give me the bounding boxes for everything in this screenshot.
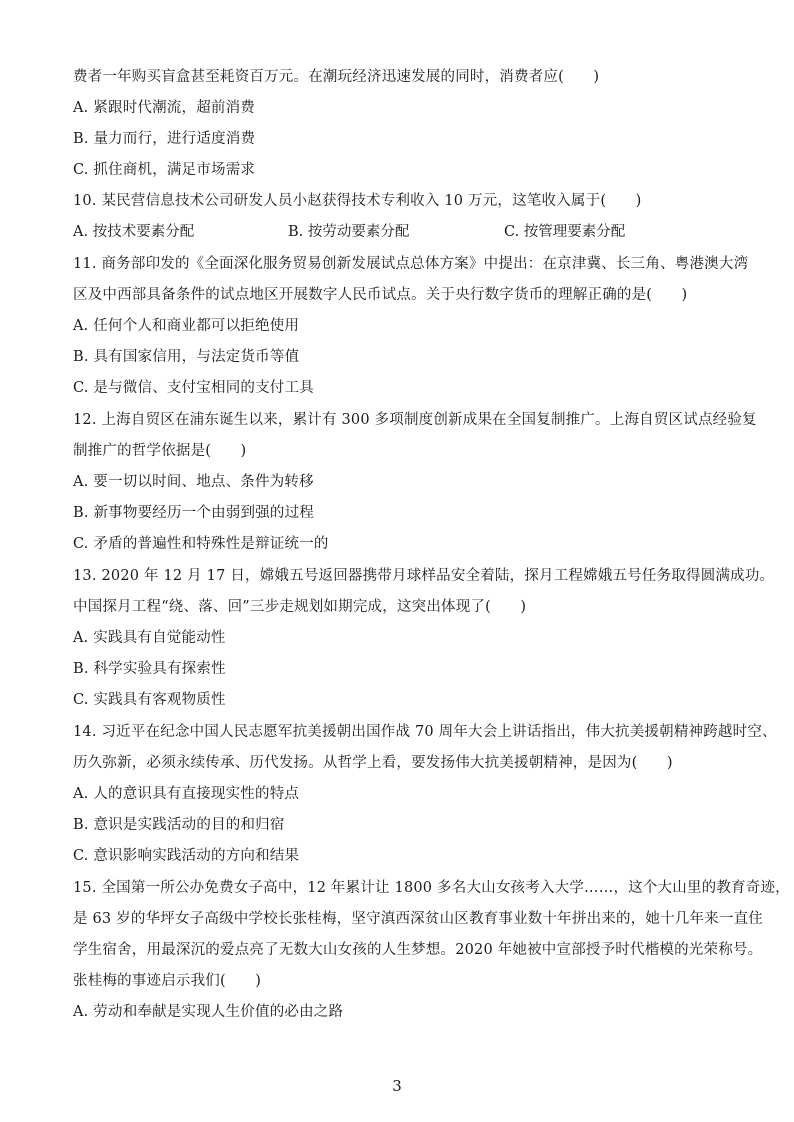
q10-stem-line-1: 10. 某民营信息技术公司研发人员小赵获得技术专利收入 10 万元，这笔收入属于( ) bbox=[73, 193, 642, 209]
q15-stem-line-2: 是 63 岁的华坪女子高级中学校长张桂梅，坚守滇西深贫山区教育事业数十年拼出来的，她十几年来一直住 bbox=[73, 911, 763, 927]
q12-option-a: A. 要一切以时间、地点、条件为转移 bbox=[73, 474, 314, 490]
q12-option-b: B. 新事物要经历一个由弱到强的过程 bbox=[73, 505, 314, 521]
q14-option-a: A. 人的意识具有直接现实性的特点 bbox=[73, 786, 300, 802]
q12-option-c: C. 矛盾的普遍性和特殊性是辩证统一的 bbox=[73, 536, 329, 552]
q13-option-a: A. 实践具有自觉能动性 bbox=[73, 630, 226, 646]
q11-option-a: A. 任何个人和商业都可以拒绝使用 bbox=[73, 318, 300, 334]
q10-option-a: A. 按技术要素分配 bbox=[73, 224, 195, 240]
q9-stem-line-1: 费者一年购买盲盒甚至耗资百万元。在潮玩经济迅速发展的同时，消费者应( ) bbox=[73, 69, 600, 85]
q13-option-b: B. 科学实验具有探索性 bbox=[73, 661, 226, 677]
q9-option-a: A. 紧跟时代潮流，超前消费 bbox=[73, 100, 255, 116]
q14-option-b: B. 意识是实践活动的目的和归宿 bbox=[73, 817, 285, 833]
q12-stem-line-1: 12. 上海自贸区在浦东诞生以来，累计有 300 多项制度创新成果在全国复制推广。上海自贸区试点经验复 bbox=[73, 412, 757, 428]
q13-option-c: C. 实践具有客观物质性 bbox=[73, 692, 226, 708]
q10-option-b: B. 按劳动要素分配 bbox=[288, 224, 410, 240]
q14-option-c: C. 意识影响实践活动的方向和结果 bbox=[73, 848, 300, 864]
q15-option-a: A. 劳动和奉献是实现人生价值的必由之路 bbox=[73, 1004, 344, 1020]
q13-stem-line-2: 中国探月工程“绕、落、回”三步走规划如期完成，这突出体现了( ) bbox=[73, 599, 527, 615]
q15-stem-line-1: 15. 全国第一所公办免费女子高中，12 年累计让 1800 多名大山女孩考入大学……，这个大山里的教育奇迹， bbox=[73, 880, 790, 896]
page-number: 3 bbox=[392, 1077, 402, 1095]
q11-option-b: B. 具有国家信用，与法定货币等值 bbox=[73, 349, 300, 365]
q14-stem-line-1: 14. 习近平在纪念中国人民志愿军抗美援朝出国作战 70 周年大会上讲话指出，伟大抗美援朝精神跨越时空、 bbox=[73, 724, 777, 740]
q11-stem-line-1: 11. 商务部印发的《全面深化服务贸易创新发展试点总体方案》中提出：在京津冀、长三角、粤港澳大湾 bbox=[73, 256, 749, 272]
q12-stem-line-2: 制推广的哲学依据是( ) bbox=[73, 443, 247, 459]
q14-stem-line-2: 历久弥新，必须永续传承、历代发扬。从哲学上看，要发扬伟大抗美援朝精神，是因为( ) bbox=[73, 755, 673, 771]
q9-option-b: B. 量力而行，进行适度消费 bbox=[73, 131, 256, 147]
q9-option-c: C. 抓住商机，满足市场需求 bbox=[73, 162, 256, 178]
q13-stem-line-1: 13. 2020 年 12 月 17 日，嫦娥五号返回器携带月球样品安全着陆，探月工程嫦娥五号任务取得圆满成功。 bbox=[73, 568, 775, 584]
q10-option-c: C. 按管理要素分配 bbox=[504, 224, 626, 240]
q15-stem-line-4: 张桂梅的事迹启示我们( ) bbox=[73, 973, 262, 989]
q11-option-c: C. 是与微信、支付宝相同的支付工具 bbox=[73, 380, 314, 396]
q15-stem-line-3: 学生宿舍，用最深沉的爱点亮了无数大山女孩的人生梦想。2020 年她被中宣部授予时代楷模的光荣称号。 bbox=[73, 942, 763, 958]
q11-stem-line-2: 区及中西部具备条件的试点地区开展数字人民币试点。关于央行数字货币的理解正确的是( ) bbox=[73, 287, 688, 303]
